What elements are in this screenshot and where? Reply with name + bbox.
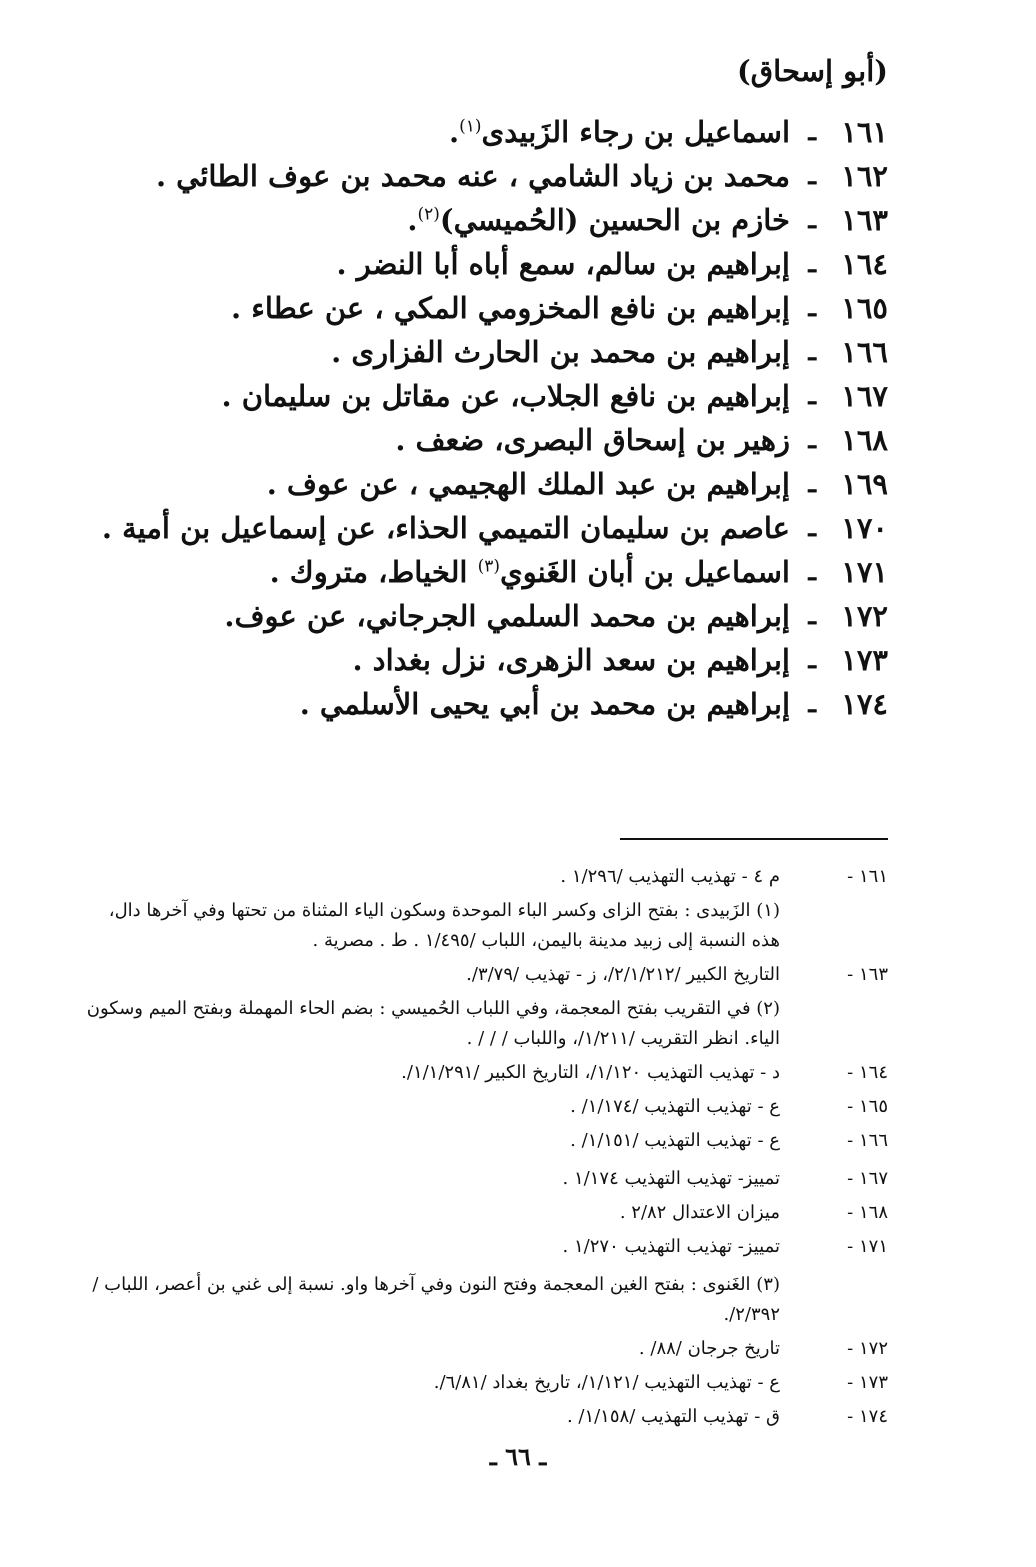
entry-item xyxy=(60,374,888,418)
entry-number: ١٧٣ xyxy=(841,643,888,677)
entry-number: ١٦٣ xyxy=(841,203,888,237)
footnote-number: ١٦١ - xyxy=(847,866,888,887)
footnote-number: ١٧٣ - xyxy=(847,1372,888,1393)
footnote-number: ١٧٤ - xyxy=(847,1406,888,1427)
entry-number: ١٧١ xyxy=(841,555,888,589)
footnote-text: تاريخ جرجان /٨٨/ . xyxy=(638,1338,780,1359)
entry-list xyxy=(60,110,888,726)
footnote-text: ع - تهذيب التهذيب /١/١٥١/ . xyxy=(570,1130,780,1151)
footnote-item xyxy=(76,896,888,956)
footnote-item xyxy=(76,1198,888,1228)
footnote-item xyxy=(76,1058,888,1088)
footnote-number: ١٦٤ - xyxy=(847,1062,888,1083)
footnote-text: ق - تهذيب التهذيب /١/١٥٨/ . xyxy=(566,1406,780,1427)
entry-number: ١٦١ xyxy=(841,115,888,149)
footnote-item xyxy=(76,994,888,1054)
entry-number: ١٦٦ xyxy=(841,335,888,369)
footnote-text: ع - تهذيب التهذيب /١/١٢١/، تاريخ بغداد /٦/٨١/. xyxy=(433,1372,780,1393)
footnotes xyxy=(76,862,888,1436)
footnote-number: ١٦٣ - xyxy=(847,964,888,985)
footnote-item xyxy=(76,960,888,990)
entry-item xyxy=(60,242,888,286)
entry-dash: ـ xyxy=(808,205,816,235)
entry-item xyxy=(60,110,888,154)
entry-text: إبراهيم بن محمد بن الحارث الفزارى . xyxy=(331,335,790,369)
entry-item xyxy=(60,506,888,550)
entry-text: إبراهيم بن سالم، سمع أباه أبا النضر . xyxy=(336,247,790,281)
entry-number: ١٧٠ xyxy=(841,511,888,545)
footnote-ref: (٣) xyxy=(477,556,500,577)
entry-dash: ـ xyxy=(808,689,816,719)
entry-dash: ـ xyxy=(808,161,816,191)
entry-item xyxy=(60,462,888,506)
footnote-item xyxy=(76,1092,888,1122)
footnote-number: ١٦٧ - xyxy=(847,1168,888,1189)
footnote-number: ١٦٥ - xyxy=(847,1096,888,1117)
entry-number: ١٦٥ xyxy=(841,291,888,325)
footnote-item xyxy=(76,1402,888,1432)
footnote-text: تمييز- تهذيب التهذيب ١/٢٧٠ . xyxy=(562,1236,780,1257)
entry-dash: ـ xyxy=(808,469,816,499)
entry-dash: ـ xyxy=(808,645,816,675)
entry-text: إبراهيم بن سعد الزهرى، نزل بغداد . xyxy=(352,643,790,677)
entry-number: ١٦٧ xyxy=(841,379,888,413)
footnote-item xyxy=(76,1270,888,1330)
footnote-divider xyxy=(620,838,888,840)
entry-text: خازم بن الحسين (الحُميسي)$^{(٢)}$. xyxy=(407,203,790,237)
entry-text: عاصم بن سليمان التميمي الحذاء، عن إسماعيل بن أمية . xyxy=(101,511,790,545)
entry-item xyxy=(60,682,888,726)
entry-text: إبراهيم بن محمد بن أبي يحيى الأسلمي . xyxy=(299,687,790,721)
entry-text: إبراهيم بن نافع الجلاب، عن مقاتل بن سليمان . xyxy=(221,379,790,413)
footnote-text: تمييز- تهذيب التهذيب ١/١٧٤ . xyxy=(562,1168,780,1189)
entry-text: إبراهيم بن محمد السلمي الجرجاني، عن عوف. xyxy=(224,599,790,633)
entry-dash: ـ xyxy=(808,557,816,587)
entry-dash: ـ xyxy=(808,249,816,279)
footnote-item xyxy=(76,862,888,892)
entry-dash: ـ xyxy=(808,425,816,455)
entry-item xyxy=(60,286,888,330)
footnote-item xyxy=(76,1164,888,1194)
entry-item xyxy=(60,594,888,638)
entry-dash: ـ xyxy=(808,381,816,411)
entry-item xyxy=(60,198,888,242)
entry-dash: ـ xyxy=(808,513,816,543)
entry-item xyxy=(60,550,888,594)
footnote-item xyxy=(76,1334,888,1364)
entry-dash: ـ xyxy=(808,601,816,631)
entry-number: ١٦٤ xyxy=(841,247,888,281)
entry-text: زهير بن إسحاق البصرى، ضعف . xyxy=(395,423,790,457)
entry-number: ١٦٨ xyxy=(841,423,888,457)
footnote-number: ١٧١ - xyxy=(847,1236,888,1257)
page-number: ـ ٦٦ ـ xyxy=(489,1442,547,1471)
footnote-text: (٣) الغَنوى : بفتح الغين المعجمة وفتح النون وفي آخرها واو. نسبة إلى غني بن أعصر، اللباب /٢/٣٩٢/. xyxy=(92,1274,780,1325)
entry-item xyxy=(60,154,888,198)
footnote-text: (٢) في التقريب بفتح المعجمة، وفي اللباب الحُميسي : بضم الحاء المهملة وبفتح الميم وسكون الياء. انظر التقريب /١/٢١١/، واللباب / / / . xyxy=(86,998,780,1049)
entry-item xyxy=(60,330,888,374)
footnote-text: د - تهذيب التهذيب ١/١٢٠/، التاريخ الكبير /١/١/٢٩١/. xyxy=(401,1062,780,1083)
section-header: (أبو إسحاق) xyxy=(736,54,888,88)
entry-number: ١٧٢ xyxy=(841,599,888,633)
footnote-text: ميزان الاعتدال ٢/٨٢ . xyxy=(619,1202,780,1223)
entry-text: محمد بن زياد الشامي ، عنه محمد بن عوف الطائي . xyxy=(155,159,790,193)
entry-dash: ـ xyxy=(808,117,816,147)
footnote-item xyxy=(76,1368,888,1398)
footnote-number: ١٧٢ - xyxy=(847,1338,888,1359)
entry-dash: ـ xyxy=(808,337,816,367)
footnote-text: م ٤ - تهذيب التهذيب /١/٢٩٦ . xyxy=(560,866,780,887)
footnote-text: ع - تهذيب التهذيب /١/١٧٤/ . xyxy=(570,1096,780,1117)
entry-item xyxy=(60,638,888,682)
entry-text: اسماعيل بن رجاء الزَبيدى$^{(١)}$. xyxy=(449,115,790,149)
entry-text: إبراهيم بن نافع المخزومي المكي ، عن عطاء . xyxy=(231,291,790,325)
entry-text: إبراهيم بن عبد الملك الهجيمي ، عن عوف . xyxy=(266,467,790,501)
entry-number: ١٦٩ xyxy=(841,467,888,501)
footnote-ref: (٢) xyxy=(417,204,440,225)
footnote-text: التاريخ الكبير /٢/١/٢١٢/، ز - تهذيب /٣/٧٩/. xyxy=(466,964,780,985)
footnote-number: ١٦٨ - xyxy=(847,1202,888,1223)
entry-dash: ـ xyxy=(808,293,816,323)
footnote-text: (١) الزَبيدى : بفتح الزاى وكسر الباء الموحدة وسكون الياء المثناة من تحتها وفي آخرها دال، هذه النسبة إلى زبيد مدينة باليمن، اللباب /١/٤٩٥ . ط . مصرية . xyxy=(108,900,780,951)
footnote-ref: (١) xyxy=(459,116,482,137)
footnote-number: ١٦٦ - xyxy=(847,1130,888,1151)
footnote-item xyxy=(76,1232,888,1262)
entry-number: ١٧٤ xyxy=(841,687,888,721)
entry-text: اسماعيل بن أبان الغَنوي$^{(٣)}$ الخياط، متروك . xyxy=(269,555,790,589)
footnote-item xyxy=(76,1126,888,1156)
entry-number: ١٦٢ xyxy=(841,159,888,193)
entry-item xyxy=(60,418,888,462)
